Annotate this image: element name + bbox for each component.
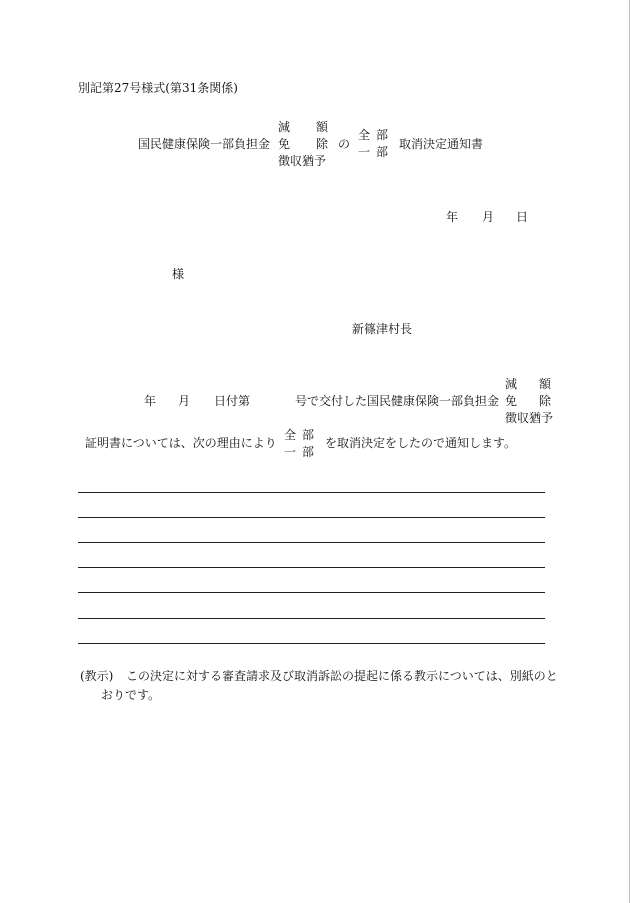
body-date-no: 日付第 xyxy=(214,394,251,408)
title-all-2: 一 xyxy=(358,145,371,159)
reason-line xyxy=(78,542,545,543)
body-all-1: 全 xyxy=(284,428,297,442)
title-option-amount: 額 xyxy=(316,120,329,134)
notice-label: (教示) xyxy=(80,669,114,683)
title-lead: 国民健康保険一部負担金 xyxy=(138,137,271,151)
date-month: 月 xyxy=(482,210,495,224)
body-option-exempt-2: 除 xyxy=(539,394,552,408)
body-option-defer: 徴収猶予 xyxy=(505,411,554,425)
body-month: 月 xyxy=(178,394,191,408)
reason-line xyxy=(78,517,545,518)
notice-text-line1: この決定に対する審査請求及び取消訴訟の提起に係る教示については、別紙のと xyxy=(126,669,558,683)
title-option-reduce: 減 xyxy=(278,120,291,134)
body-option-amount: 額 xyxy=(539,377,552,391)
reason-line xyxy=(78,592,545,593)
body-part-2: 部 xyxy=(302,445,315,459)
reason-line xyxy=(78,618,545,619)
recipient-suffix: 様 xyxy=(172,267,185,281)
title-option-exempt-1: 免 xyxy=(278,137,291,151)
title-all-1: 全 xyxy=(358,128,371,142)
body-line2-tail: を取消決定をしたので通知します。 xyxy=(325,436,517,450)
body-option-reduce: 減 xyxy=(505,377,518,391)
body-line2-lead: 証明書については、次の理由により xyxy=(85,436,277,450)
reason-line xyxy=(78,567,545,568)
reason-line xyxy=(78,492,545,493)
date-year: 年 xyxy=(446,210,459,224)
body-issued: 号で交付した国民健康保険一部負担金 xyxy=(295,394,500,408)
title-option-defer: 徴収猶予 xyxy=(278,154,327,168)
body-all-2: 一 xyxy=(284,445,297,459)
notice-text-line2: おりです。 xyxy=(101,688,161,702)
issuer: 新篠津村長 xyxy=(352,322,413,336)
title-option-exempt-2: 除 xyxy=(316,137,329,151)
body-year: 年 xyxy=(144,394,157,408)
date-day: 日 xyxy=(516,210,529,224)
title-no: の xyxy=(338,137,351,151)
body-option-exempt-1: 免 xyxy=(505,394,518,408)
form-label: 別記第27号様式(第31条関係) xyxy=(78,81,238,95)
title-tail: 取消決定通知書 xyxy=(399,137,484,151)
body-part-1: 部 xyxy=(302,428,315,442)
title-part-1: 部 xyxy=(376,128,389,142)
reason-line xyxy=(78,643,545,644)
title-part-2: 部 xyxy=(376,145,389,159)
